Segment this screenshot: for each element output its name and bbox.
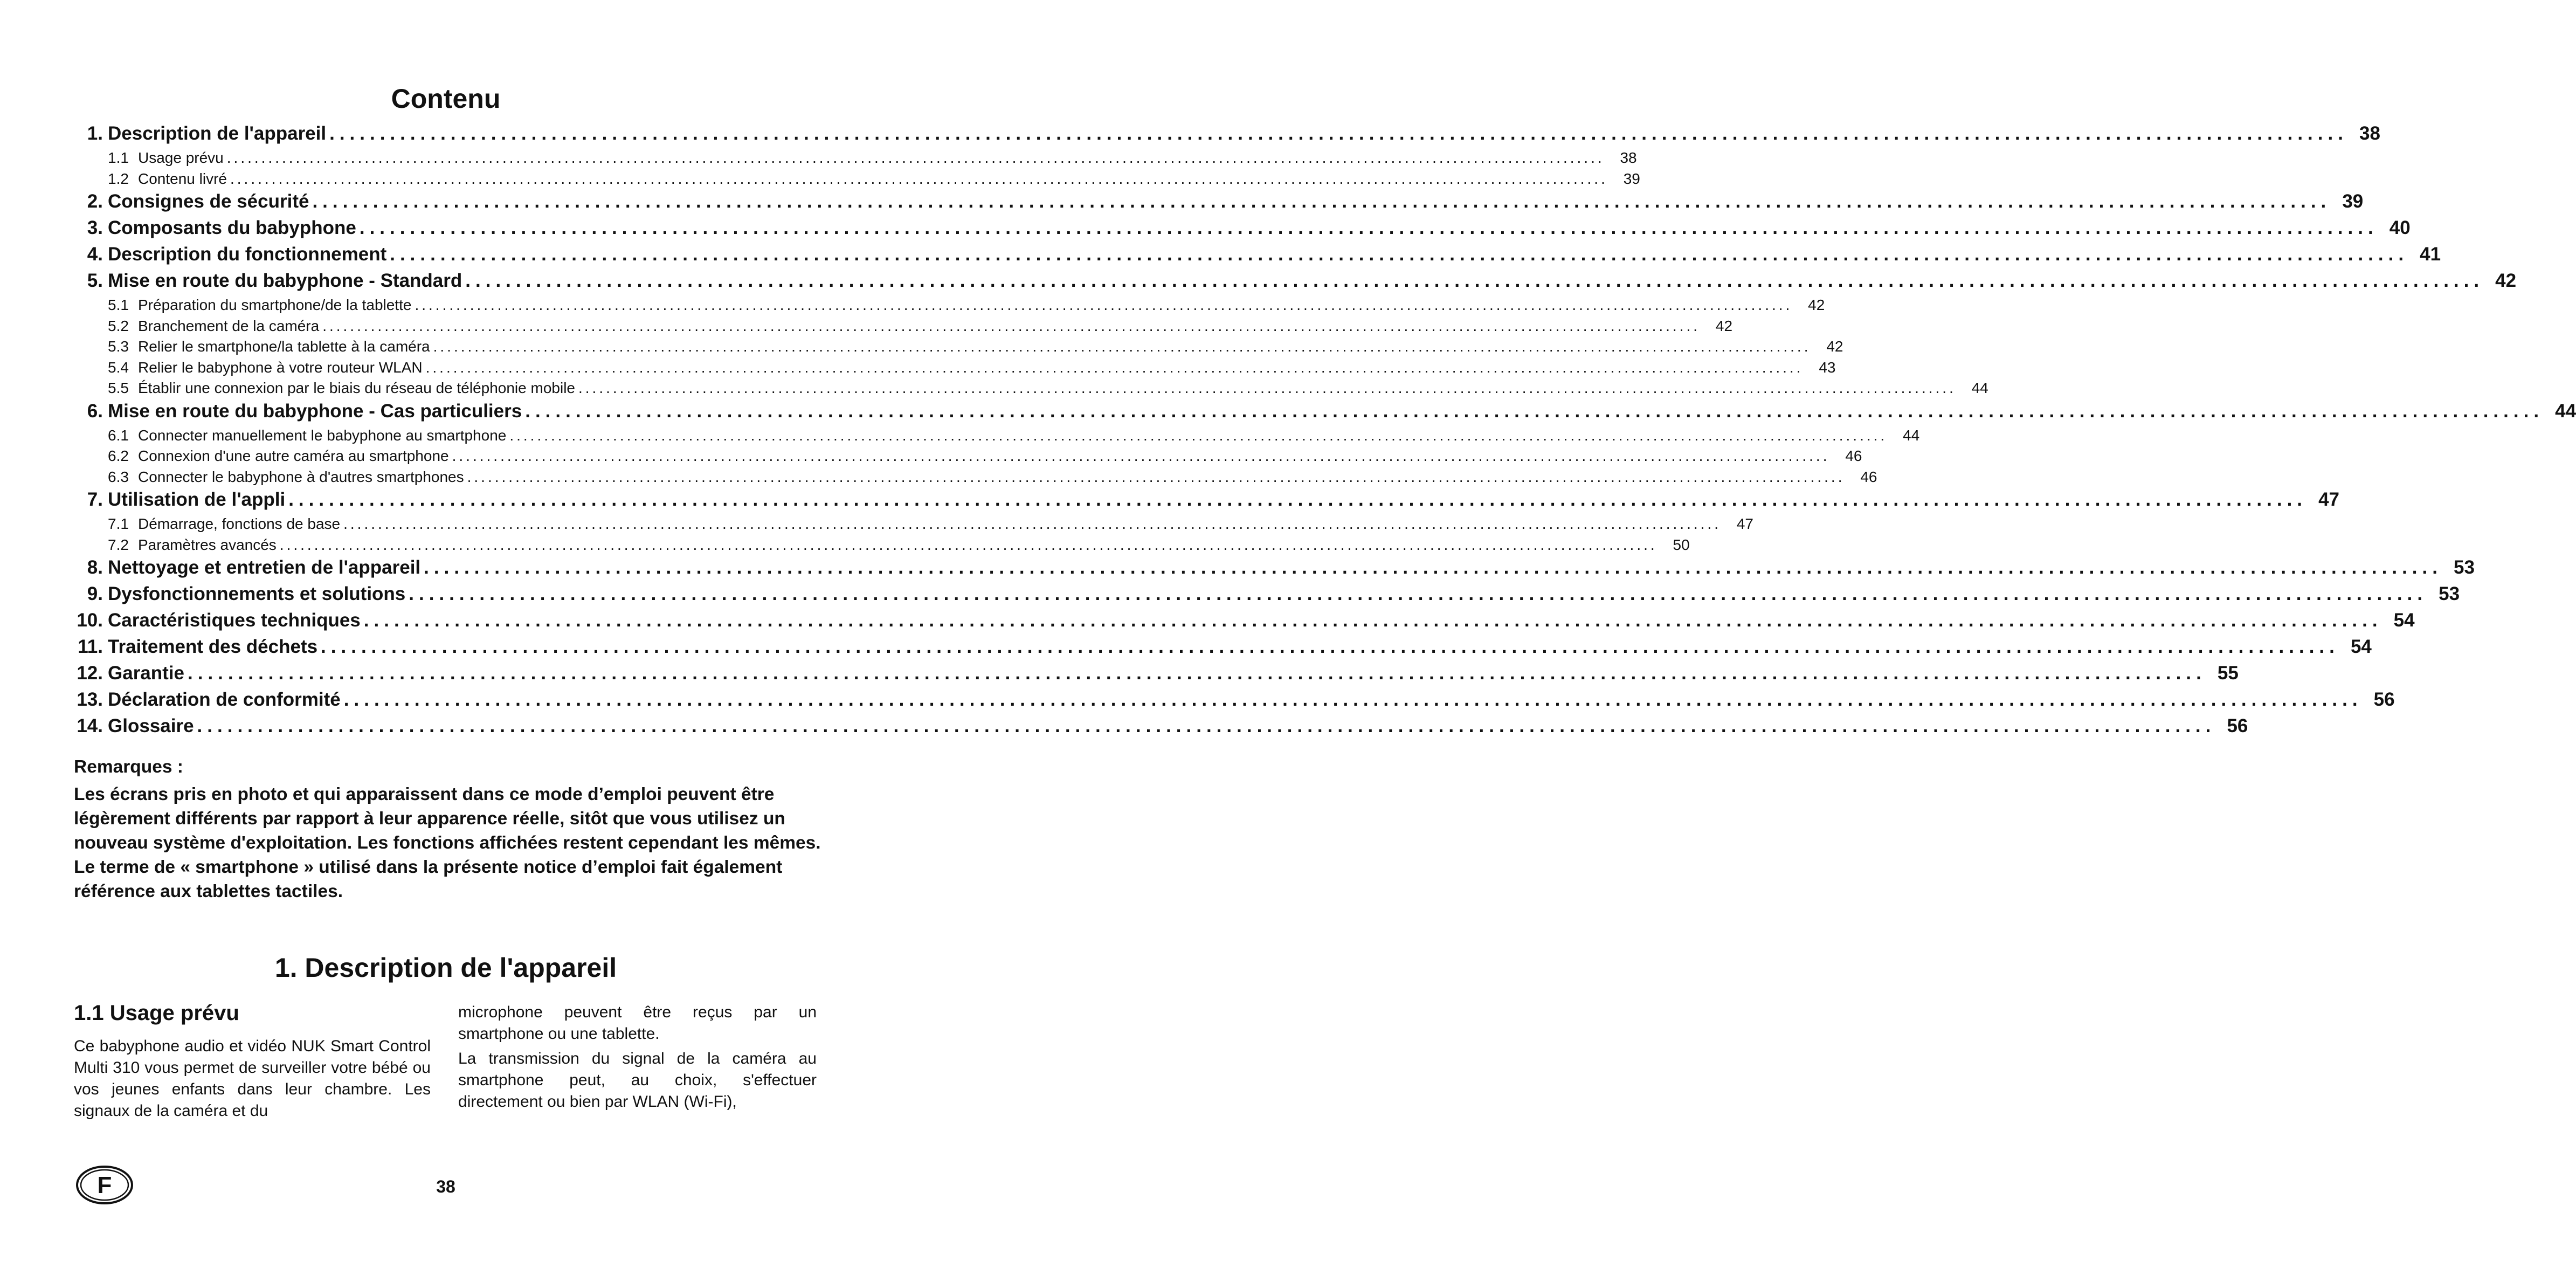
- toc-subentry[interactable]: [0, 426, 1920, 448]
- notes-paragraph-1: Les écrans pris en photo et qui apparaissent dans ce mode d’emploi peuvent être légèrement différents par rapport à leur apparence réelle, sitôt que vous utilisez un nouveau système d'exploitation. Les fonctions affichées restent cependant les mêmes.: [74, 784, 821, 853]
- toc-entry[interactable]: [0, 663, 2239, 689]
- toc-dot-leader: ........................................................................................................................................................................................................: [329, 123, 2348, 144]
- toc-entry-number: 11.: [78, 636, 103, 657]
- toc-entry-title: Contenu livré: [138, 170, 227, 187]
- toc-entry-number: 5.: [87, 270, 103, 291]
- toc-dot-leader: ........................................................................................................................................................................................................: [465, 270, 2484, 291]
- toc-entry-title: Description du fonctionnement: [108, 244, 387, 265]
- toc-entry-number: 7.: [87, 489, 103, 510]
- toc-entry-page: 44: [1903, 426, 1920, 444]
- toc-entry-page: 38: [1620, 149, 1637, 166]
- toc-entry-page: 40: [2389, 217, 2411, 238]
- toc-dot-leader: ........................................................................................................................................................................................................: [288, 489, 2308, 510]
- toc-entry[interactable]: [0, 715, 2248, 742]
- toc-entry-number: 6.3: [108, 468, 129, 485]
- toc-entry-page: 54: [2350, 636, 2372, 657]
- toc-dot-leader: ........................................................................................................................................................................................................: [343, 689, 2363, 710]
- right-column-text-1: microphone peuvent être reçus par un smartphone ou une tablette.: [458, 1003, 817, 1043]
- notes-paragraph-2: Le terme de « smartphone » utilisé dans la présente notice d’emploi fait également référence aux tablettes tactiles.: [74, 857, 783, 901]
- table-of-contents: [0, 123, 2576, 742]
- toc-entry-title: Déclaration de conformité: [108, 689, 341, 710]
- toc-entry-page: 56: [2227, 715, 2248, 736]
- toc-entry-number: 5.1: [108, 297, 129, 313]
- toc-entry-title: Dysfonctionnements et solutions: [108, 583, 406, 604]
- toc-entry-page: 39: [2342, 191, 2364, 212]
- toc-entry-page: 54: [2393, 610, 2415, 631]
- toc-entry-number: 4.: [87, 244, 103, 265]
- toc-dot-leader: ........................................................................................................................................................................................................: [433, 338, 1811, 355]
- toc-entry-title: Description de l'appareil: [108, 123, 327, 144]
- toc-dot-leader: ........................................................................................................................................................................................................: [525, 400, 2544, 422]
- subsection-heading: 1.1 Usage prévu: [74, 1001, 239, 1025]
- toc-dot-leader: ........................................................................................................................................................................................................: [226, 149, 1605, 166]
- toc-subentry[interactable]: [0, 170, 1640, 191]
- toc-dot-leader: ........................................................................................................................................................................................................: [578, 380, 1956, 396]
- toc-subentry[interactable]: [0, 338, 1843, 359]
- toc-dot-leader: ........................................................................................................................................................................................................: [230, 170, 1608, 187]
- toc-entry-title: Établir une connexion par le biais du réseau de téléphonie mobile: [138, 380, 575, 396]
- left-column-text: Ce babyphone audio et vidéo NUK Smart Control Multi 310 vous permet de surveiller votre bébé ou vos jeunes enfants dans leur chambre. Les signaux de la caméra et du: [74, 1037, 431, 1120]
- toc-subentry[interactable]: [0, 297, 1825, 318]
- toc-entry-page: 55: [2217, 663, 2239, 684]
- toc-subentry[interactable]: [0, 149, 1637, 170]
- page-title: Contenu: [391, 84, 501, 114]
- section-heading: 1. Description de l'appareil: [274, 953, 617, 983]
- toc-entry[interactable]: [0, 489, 2340, 515]
- toc-entry-title: Préparation du smartphone/de la tablette: [138, 297, 412, 313]
- toc-entry-title: Connexion d'une autre caméra au smartphone: [138, 447, 449, 464]
- toc-entry-number: 5.3: [108, 338, 129, 355]
- toc-dot-leader: ........................................................................................................................................................................................................: [279, 536, 1658, 553]
- toc-entry-title: Branchement de la caméra: [138, 317, 320, 334]
- toc-entry-title: Démarrage, fonctions de base: [138, 515, 341, 532]
- toc-dot-leader: ........................................................................................................................................................................................................: [424, 557, 2442, 578]
- toc-entry-page: 42: [2495, 270, 2517, 291]
- toc-dot-leader: ........................................................................................................................................................................................................: [425, 359, 1804, 376]
- toc-subentry[interactable]: [0, 447, 1862, 468]
- toc-entry-title: Traitement des déchets: [108, 636, 318, 657]
- right-column: [458, 1002, 817, 1113]
- toc-entry-number: 12.: [77, 663, 103, 684]
- right-column-text-2: La transmission du signal de la caméra au smartphone peut, au choix, s'effectuer directement ou bien par WLAN (Wi-Fi),: [458, 1050, 817, 1111]
- toc-entry-number: 2.: [87, 191, 103, 212]
- toc-subentry[interactable]: [0, 536, 1690, 557]
- toc-entry-title: Relier le babyphone à votre routeur WLAN: [138, 359, 423, 376]
- toc-entry-number: 1.: [87, 123, 103, 144]
- toc-entry-number: 1.2: [108, 170, 129, 187]
- toc-entry-title: Garantie: [108, 663, 184, 684]
- toc-entry-page: 47: [2318, 489, 2340, 510]
- toc-entry[interactable]: [0, 244, 2441, 270]
- toc-entry-page: 44: [2555, 400, 2576, 422]
- toc-entry-page: 47: [1736, 515, 1753, 532]
- toc-entry-number: 9.: [87, 583, 103, 604]
- toc-entry-page: 41: [2420, 244, 2441, 265]
- toc-entry-number: 14.: [77, 715, 103, 736]
- toc-subentry[interactable]: [0, 468, 1877, 490]
- toc-entry-title: Consignes de sécurité: [108, 191, 309, 212]
- toc-entry-number: 6.: [87, 400, 103, 422]
- toc-entry-title: Connecter le babyphone à d'autres smartphones: [138, 468, 464, 485]
- toc-entry-title: Relier le smartphone/la tablette à la caméra: [138, 338, 430, 355]
- toc-entry-title: Glossaire: [108, 715, 194, 736]
- toc-entry-title: Paramètres avancés: [138, 536, 277, 553]
- toc-entry-page: 44: [1971, 380, 1988, 396]
- toc-subentry[interactable]: [0, 515, 1753, 536]
- toc-entry-number: 5.4: [108, 359, 129, 376]
- toc-entry-number: 6.1: [108, 426, 129, 444]
- toc-entry-title: Mise en route du babyphone - Cas particuliers: [108, 400, 522, 422]
- toc-dot-leader: ........................................................................................................................................................................................................: [509, 426, 1888, 444]
- toc-entry-title: Usage prévu: [138, 149, 224, 166]
- toc-dot-leader: ........................................................................................................................................................................................................: [415, 297, 1793, 313]
- toc-dot-leader: ........................................................................................................................................................................................................: [363, 610, 2382, 631]
- toc-entry[interactable]: [0, 610, 2415, 636]
- toc-dot-leader: ........................................................................................................................................................................................................: [343, 515, 1721, 532]
- notes-block: [74, 755, 828, 904]
- toc-dot-leader: ........................................................................................................................................................................................................: [409, 583, 2428, 604]
- toc-entry-title: Mise en route du babyphone - Standard: [108, 270, 462, 291]
- toc-entry-number: 5.5: [108, 380, 129, 396]
- toc-entry-title: Utilisation de l'appli: [108, 489, 286, 510]
- toc-entry[interactable]: [0, 689, 2395, 715]
- toc-entry[interactable]: [0, 123, 2380, 149]
- toc-entry-title: Connecter manuellement le babyphone au smartphone: [138, 426, 507, 444]
- toc-entry-page: 56: [2373, 689, 2395, 710]
- toc-dot-leader: ........................................................................................................................................................................................................: [467, 468, 1845, 485]
- toc-entry[interactable]: [0, 217, 2411, 244]
- toc-dot-leader: ........................................................................................................................................................................................................: [452, 447, 1830, 464]
- toc-entry-page: 46: [1845, 447, 1862, 464]
- toc-entry-title: Caractéristiques techniques: [108, 610, 361, 631]
- toc-dot-leader: ........................................................................................................................................................................................................: [322, 317, 1701, 334]
- toc-dot-leader: ........................................................................................................................................................................................................: [321, 636, 2339, 657]
- toc-entry[interactable]: [0, 270, 2517, 297]
- toc-entry[interactable]: [0, 636, 2372, 663]
- toc-dot-leader: ........................................................................................................................................................................................................: [390, 244, 2409, 265]
- toc-entry-title: Composants du babyphone: [108, 217, 356, 238]
- toc-entry-number: 5.2: [108, 317, 129, 334]
- toc-entry-number: 7.1: [108, 515, 129, 532]
- toc-entry[interactable]: [0, 557, 2475, 583]
- toc-entry-page: 50: [1673, 536, 1690, 553]
- toc-subentry[interactable]: [0, 317, 1733, 339]
- toc-entry-page: 38: [2359, 123, 2380, 144]
- toc-entry-page: 42: [1826, 338, 1843, 355]
- notes-heading: Remarques :: [74, 757, 183, 777]
- toc-entry-page: 42: [1715, 317, 1733, 334]
- toc-subentry[interactable]: [0, 380, 1988, 401]
- toc-entry-number: 8.: [87, 557, 103, 578]
- toc-dot-leader: ........................................................................................................................................................................................................: [188, 663, 2206, 684]
- toc-dot-leader: ........................................................................................................................................................................................................: [197, 715, 2216, 736]
- toc-entry-number: 1.1: [108, 149, 129, 166]
- toc-entry[interactable]: [0, 191, 2364, 217]
- toc-entry-title: Nettoyage et entretien de l'appareil: [108, 557, 421, 578]
- toc-entry[interactable]: [0, 583, 2460, 610]
- toc-entry-page: 43: [1819, 359, 1836, 376]
- language-badge-letter: F: [97, 1172, 112, 1198]
- toc-entry-page: 42: [1808, 297, 1825, 313]
- toc-dot-leader: ........................................................................................................................................................................................................: [312, 191, 2331, 212]
- left-column: [74, 1000, 431, 1122]
- toc-entry-number: 13.: [77, 689, 103, 710]
- toc-entry-page: 46: [1860, 468, 1877, 485]
- toc-entry-number: 3.: [87, 217, 103, 238]
- toc-entry-page: 53: [2454, 557, 2475, 578]
- toc-dot-leader: ........................................................................................................................................................................................................: [359, 217, 2378, 238]
- toc-entry-page: 53: [2439, 583, 2460, 604]
- toc-entry[interactable]: [0, 400, 2576, 427]
- toc-entry-number: 6.2: [108, 447, 129, 464]
- toc-entry-page: 39: [1623, 170, 1640, 187]
- toc-subentry[interactable]: [0, 359, 1836, 380]
- toc-entry-number: 7.2: [108, 536, 129, 553]
- toc-entry-number: 10.: [77, 610, 103, 631]
- page-number: 38: [436, 1177, 455, 1196]
